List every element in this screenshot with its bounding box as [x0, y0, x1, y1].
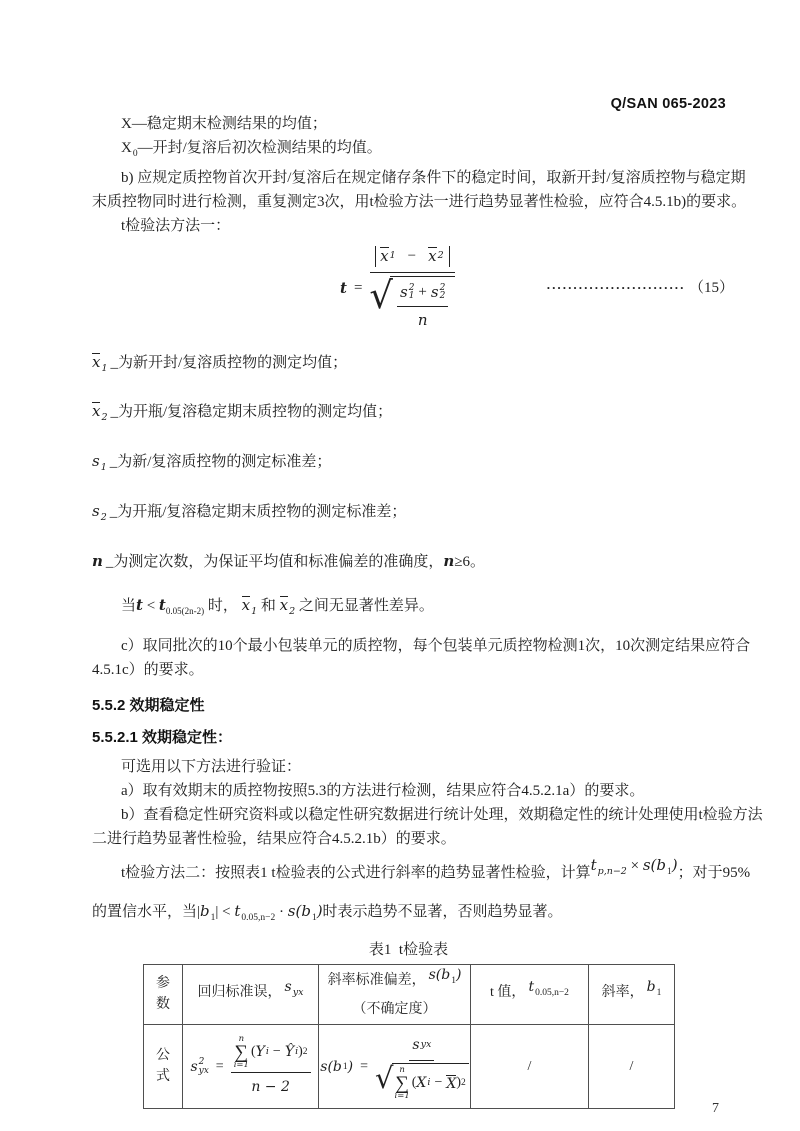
equals-sign: = [353, 280, 363, 296]
x2-overbar: x [428, 247, 437, 265]
verify-item-b-line2: 二进行趋势显著性检验，结果应符合4.5.2.1b）的要求。 [92, 831, 456, 847]
inner-numerator: s 2 1 + s 2 2 [397, 280, 448, 307]
verify-item-b-line1: b）查看稳定性研究资料或以稳定性研究数据进行统计处理，效期稳定性的统计处理使用t检验方法 [121, 807, 763, 823]
summation: n ∑ i=1 [233, 1033, 249, 1070]
item-c-line2: 4.5.1c）的要求。 [92, 662, 204, 678]
f2-fraction: s yx √ n ∑ i=1 ( X i − X ) 2 [375, 1033, 469, 1101]
item-b-line2: 末质控物同时进行检测，重复测定3次，用t检验方法一进行趋势显著性检验，应符合4.5.1b)的要求。 [92, 194, 747, 210]
item-c-line1: c）取同批次的10个最小包装单元的质控物，每个包装单元质控物检测1次，10次测定结果应符合 [121, 638, 751, 654]
s2-supsub: 2 2 [439, 282, 446, 301]
radicand [390, 276, 455, 332]
definition-s1: $s_1$ _为新/复溶质控物的测定标准差； [92, 452, 332, 473]
minus-sign: − [407, 248, 417, 264]
definition-s2: $s_2$ _为开瓶/复溶稳定期末质控物的测定标准差； [92, 502, 407, 523]
verify-intro: 可选用以下方法进行验证： [121, 759, 302, 775]
t-method2-line2: 的置信水平，当$|b_1| < t_{0.05,n-2} \cdot s(b_1)$时表示趋势不显著，否则趋势显著。 [92, 902, 563, 923]
dotted-leader: ·························· [546, 280, 685, 295]
inline-math-tpn2: $t_{p,n-2} \times s(b_1)$ [590, 856, 678, 877]
section-5521-heading: 5.5.2.1 效期稳定性： [92, 729, 233, 746]
xbar-overbar: X [446, 1075, 457, 1092]
significance-condition: 当$t < t_{0.05(2n-2)}$ 时， $x_1$ 和 $x_2$ 之间无显著性差异。 [121, 596, 434, 617]
formula-number: （15） [688, 280, 734, 296]
radical-sign: √ [375, 1060, 394, 1095]
inline-math-b1-condition: $|b_1| < t_{0.05,n-2} \cdot s(b_1)$ [197, 902, 323, 923]
item-b-line1: b) 应规定质控物首次开封/复溶后在规定储存条件下的稳定时间，取新开封/复溶质控物与稳定期 [121, 170, 746, 186]
page-number: 7 [712, 1101, 719, 1116]
x2-overbar: x [92, 402, 101, 420]
formula-15 [92, 244, 734, 332]
cell-sb1-formula: s( b 1 ) = s yx √ n ∑ i=1 ( X i − X ) 2 [319, 1025, 471, 1109]
header-param: 参数 [144, 965, 183, 1025]
formula-leader [546, 276, 734, 300]
definition-x0-line [92, 136, 734, 166]
uncertainty-note: （不确定度） [352, 1001, 437, 1017]
s1-supsub: 2 1 [408, 282, 415, 301]
inner-fraction [397, 280, 448, 332]
syx-symbol: $s_{yx}$ [284, 978, 304, 998]
var-t: t [340, 279, 347, 297]
f1-fraction: n ∑ i=1 ( Y i − Ŷ i ) 2 n − 2 [231, 1035, 311, 1099]
summation: n ∑ i=1 [394, 1064, 410, 1101]
header-regression-se: 回归标准误， $s_{yx}$ [183, 965, 319, 1025]
x2-overbar: x [279, 596, 289, 614]
definition-x2: $x_2$ _为开瓶/复溶稳定期末质控物的测定均值； [92, 402, 393, 423]
cell-syx-formula: s 2 yx = n ∑ i=1 ( Y i − Ŷ i ) 2 n − 2 [183, 1025, 319, 1109]
definition-n: n _为测定次数，为保证平均值和标准偏差的准确度，n≥6。 [92, 552, 486, 570]
definition-x1: $x_1$ _为新开封/复溶质控物的测定均值； [92, 353, 348, 374]
sb1-symbol: $s(b_1)$ [428, 966, 462, 986]
abs-bar-left [375, 246, 376, 267]
formula-15-expression [340, 244, 455, 332]
t-method2-line1: t检验方法二：按照表1 t检验表的公式进行斜率的趋势显著性检验，计算$t_{p,n-2} \times s(b_1)$；对于95% [121, 856, 751, 881]
plus-sign: + [418, 284, 427, 300]
section-552-heading: 5.5.2 效期稳定性 [92, 697, 205, 714]
denominator-sqrt [369, 273, 455, 332]
x1-overbar: x [380, 247, 389, 265]
cell-slope-value: / [589, 1025, 675, 1109]
page-content [92, 112, 763, 1109]
b1-symbol: $b_1$ [646, 978, 662, 998]
t-method1-label: t检验法方法一： [121, 218, 231, 234]
numerator-abs-diff: x 1 − x 2 [370, 244, 455, 273]
table-formula-row [144, 1025, 675, 1109]
table-header-row [144, 965, 675, 1025]
verify-item-a: a）取有效期末的质控物按照5.3的方法进行检测，结果应符合4.5.2.1a）的要求。 [121, 783, 645, 799]
syx2-supsub: 2 yx [198, 1057, 209, 1076]
x0-symbol: X [121, 140, 132, 156]
header-slope: 斜率， $b_1$ [589, 965, 675, 1025]
t-test-table [143, 964, 675, 1109]
t005-symbol: $t_{0.05,n-2}$ [528, 978, 569, 998]
x1-overbar: x [241, 596, 251, 614]
x0-subscript: 0 [132, 149, 138, 159]
radical-sign: √ [369, 274, 393, 317]
doc-number: Q/SAN 065-2023 [610, 96, 726, 112]
cell-t-value: / [471, 1025, 589, 1109]
inner-denominator-n: n [417, 311, 428, 329]
x1-overbar: x [92, 353, 101, 371]
table-caption: 表1 t检验表 [368, 942, 449, 958]
f1-denominator: n − 2 [251, 1078, 290, 1095]
abs-bar-right [449, 246, 450, 267]
x0-text: —开封/复溶后初次检测结果的均值。 [137, 140, 382, 156]
header-slope-sd: 斜率标准偏差， $s(b_1)$ （不确定度） [319, 965, 471, 1025]
definition-x-line: X—稳定期末检测结果的均值； [121, 116, 327, 132]
header-t-value: t 值， $t_{0.05,n-2}$ [471, 965, 589, 1025]
row-label-formula: 公式 [144, 1025, 183, 1109]
main-fraction [369, 244, 455, 332]
